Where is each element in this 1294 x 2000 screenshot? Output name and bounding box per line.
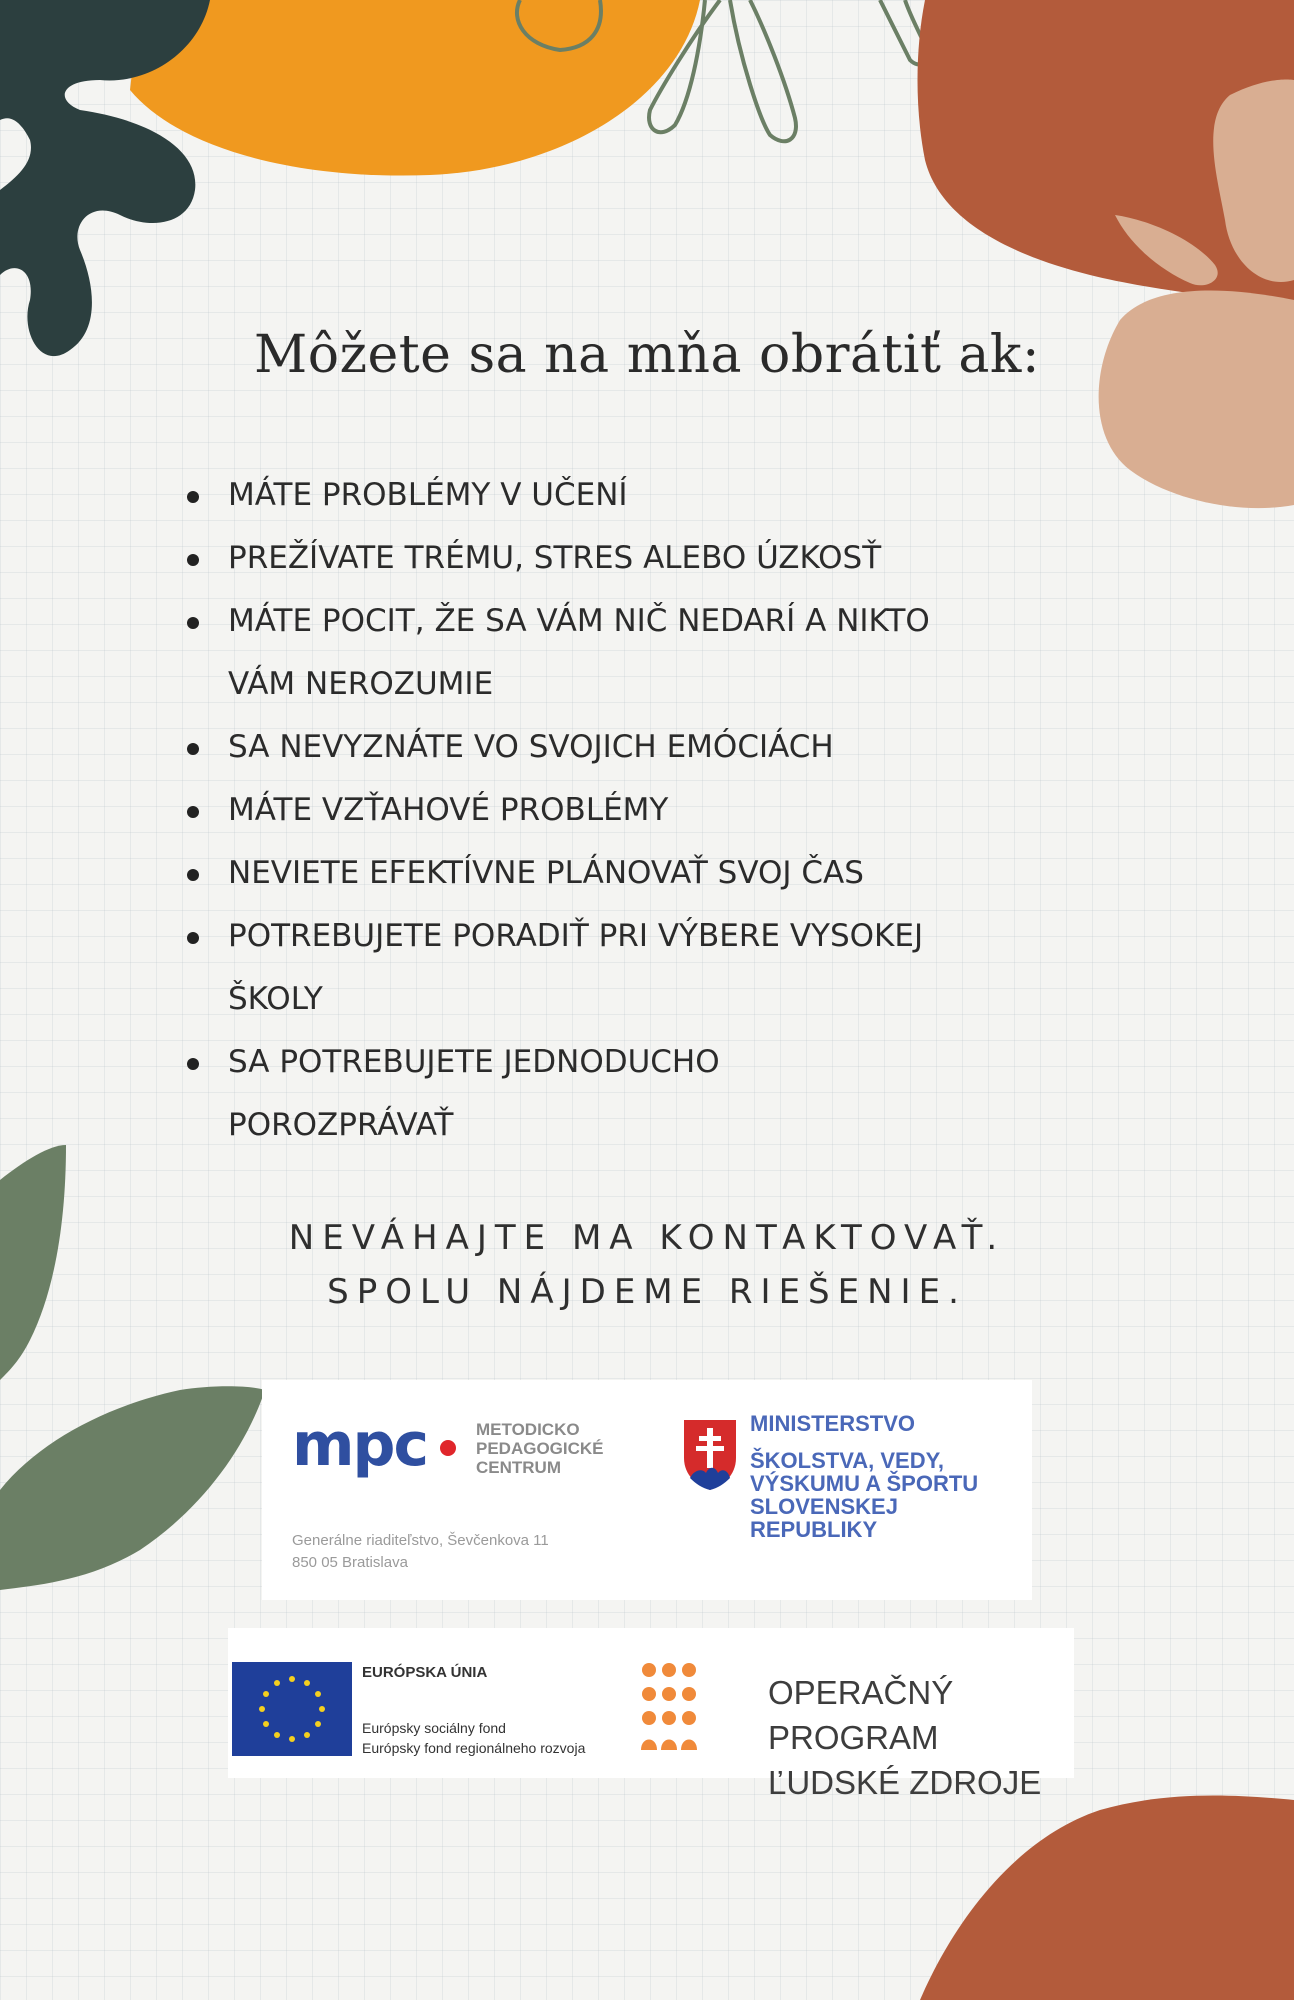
page-title: Môžete sa na mňa obrátiť ak: xyxy=(254,325,1040,385)
mpc-address-line: Generálne riaditeľstvo, Ševčenkova 11 xyxy=(292,1532,549,1549)
list-item-text: POTREBUJETE PORADIŤ PRI VÝBERE VYSOKEJ xyxy=(228,918,924,954)
mpc-address xyxy=(292,1530,622,1574)
sage-leaf-shape xyxy=(0,1145,66,1380)
list-item-text: SA POTREBUJETE JEDNODUCHO xyxy=(228,1044,720,1080)
outline-leaf-shape-3 xyxy=(730,0,796,141)
eu-logo-title: EURÓPSKA ÚNIA xyxy=(362,1664,488,1681)
slovak-coat-of-arms-icon xyxy=(682,1418,738,1492)
list-item xyxy=(228,779,1028,842)
partner-logos-top xyxy=(262,1380,1032,1600)
orange-blob-shape xyxy=(130,0,700,176)
mpc-logo-subtitle xyxy=(476,1420,656,1477)
sage-leaf-shape-2 xyxy=(0,1386,265,1590)
ministry-logo-text xyxy=(750,1412,1020,1541)
eu-flag-icon xyxy=(232,1662,352,1756)
list-item xyxy=(228,842,1028,905)
mpc-subtitle-line: METODICKO xyxy=(476,1420,580,1439)
mpc-subtitle-line: PEDAGOGICKÉ xyxy=(476,1439,604,1458)
mpc-logo-wordmark: mpc xyxy=(292,1410,428,1480)
eu-logo-text xyxy=(362,1718,642,1758)
list-item-text: NEVIETE EFEKTÍVNE PLÁNOVAŤ SVOJ ČAS xyxy=(228,855,864,891)
dark-leaf-shape xyxy=(0,0,210,356)
ministry-line: ŠKOLSTVA, VEDY, xyxy=(750,1448,944,1473)
list-item xyxy=(228,527,1028,590)
eu-logo-line: Európsky fond regionálneho rozvoja xyxy=(362,1740,586,1756)
call-to-action-line-2: SPOLU NÁJDEME RIEŠENIE. xyxy=(327,1272,967,1312)
list-item-text: MÁTE POCIT, ŽE SA VÁM NIČ NEDARÍ A NIKTO xyxy=(228,603,930,639)
list-item xyxy=(228,1031,1028,1157)
list-item-text: MÁTE PROBLÉMY V UČENÍ xyxy=(228,477,628,513)
list-item-text-continued: POROZPRÁVAŤ xyxy=(228,1107,454,1143)
eu-logo-line: Európsky sociálny fond xyxy=(362,1720,506,1736)
op-logo-text xyxy=(768,1670,1078,1805)
reasons-list xyxy=(228,464,1028,1157)
ministry-line: SLOVENSKEJ REPUBLIKY xyxy=(750,1494,898,1542)
list-item-text-continued: ŠKOLY xyxy=(228,981,323,1017)
op-dots-group xyxy=(641,1663,697,1750)
op-logo-line: ĽUDSKÉ ZDROJE xyxy=(768,1764,1042,1801)
list-item xyxy=(228,716,1028,779)
list-item xyxy=(228,590,1028,716)
rust-blob-shape-bottom xyxy=(920,1796,1294,2000)
list-item xyxy=(228,905,1028,1031)
op-dots-icon xyxy=(640,1658,698,1758)
call-to-action-line-1: NEVÁHAJTE MA KONTAKTOVAŤ. xyxy=(288,1218,1006,1258)
mpc-address-line: 850 05 Bratislava xyxy=(292,1554,408,1571)
mpc-subtitle-line: CENTRUM xyxy=(476,1458,561,1477)
ministry-line: VÝSKUMU A ŠPORTU xyxy=(750,1471,979,1496)
list-item-text: SA NEVYZNÁTE VO SVOJICH EMÓCIÁCH xyxy=(228,729,834,765)
peach-blob-shape-2 xyxy=(1099,290,1294,508)
ministry-line: MINISTERSTVO xyxy=(750,1411,916,1436)
list-item-text: PREŽÍVATE TRÉMU, STRES ALEBO ÚZKOSŤ xyxy=(228,540,882,576)
list-item-text: MÁTE VZŤAHOVÉ PROBLÉMY xyxy=(228,792,669,828)
list-item xyxy=(228,464,1028,527)
partner-logos-bottom xyxy=(228,1628,1074,1801)
list-item-text-continued: VÁM NEROZUMIE xyxy=(228,666,494,702)
op-logo-line: OPERAČNÝ PROGRAM xyxy=(768,1674,954,1756)
mpc-logo-dot-icon xyxy=(440,1440,456,1456)
